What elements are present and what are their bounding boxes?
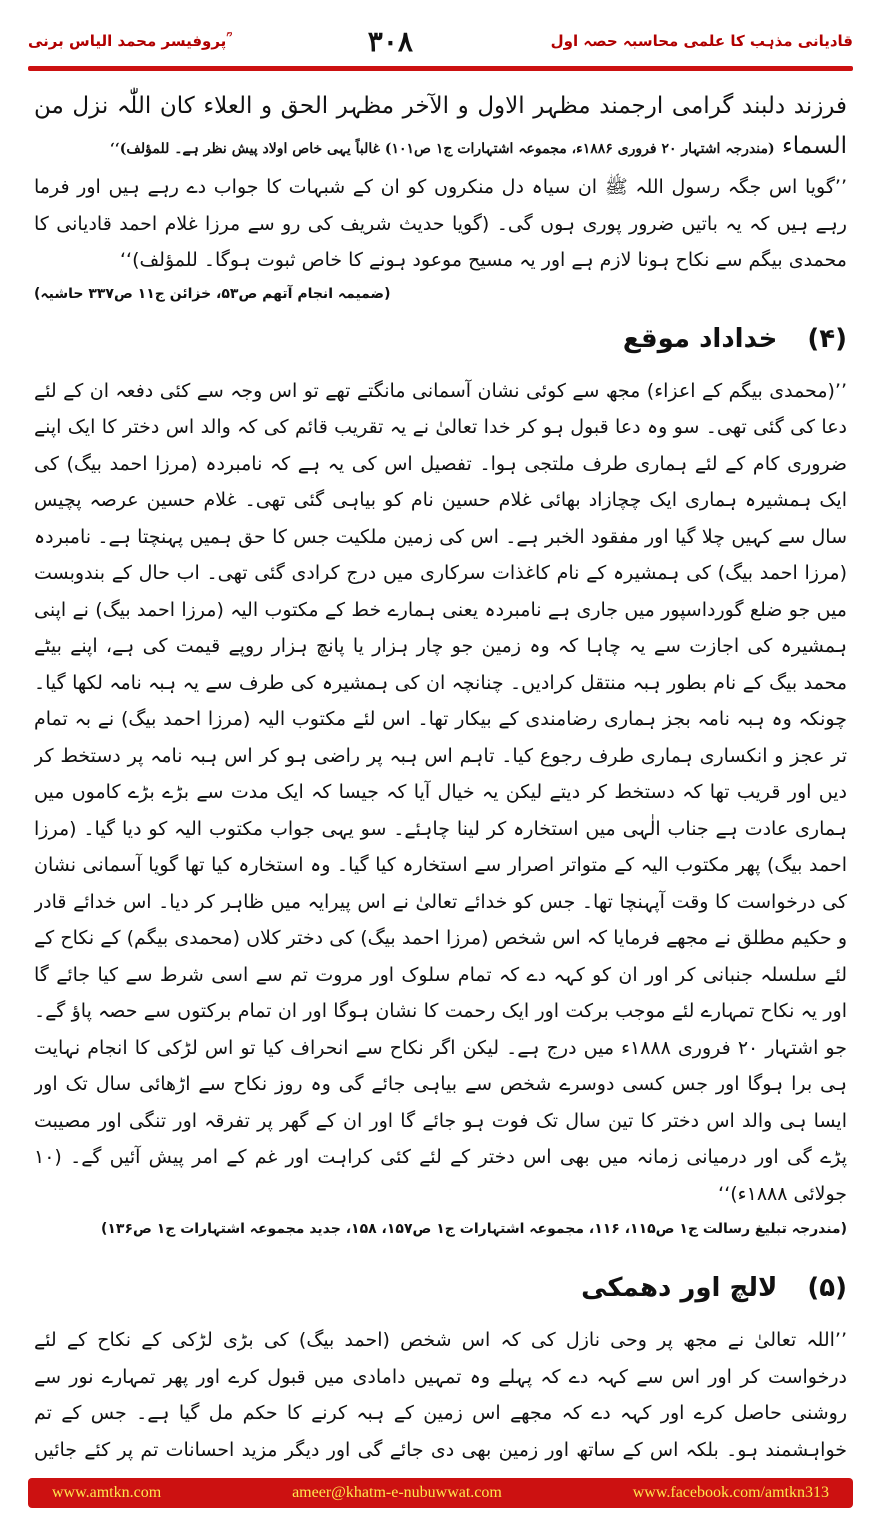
page-number: ۳۰۸	[367, 24, 413, 58]
arabic-quote-text: فرزند دلبند گرامی ارجمند مظہر الاول و الآخر مظہر الحق و العلاء کان اللّٰہ نزل من السماء	[34, 93, 847, 159]
paragraph-2: ’’(محمدی بیگم کے اعزاء) مجھ سے کوئی نشان آسمانی مانگتے تھے تو اس وجہ سے کئی دفعہ ان کے لئے دعا کی گئی تھی۔ سو وہ دعا قبول ہو کر خدا تعالیٰ نے یہ تقریب قائم کی کہ والد اس دختر کا ایک اپنے ضروری کام کے لئے ہماری طرف ملتجی ہوا۔ تفصیل اس کی یہ ہے کہ نامبردہ (مرزا احمد بیگ) کی ایک ہمشیرہ ہماری ایک چچازاد بھائی غلام حسین نام کو بیاہی گئی تھی۔ غلام حسین عرصہ پچیس سال سے کہیں چلا گیا اور مفقود الخبر ہے۔ اس کی زمین ملکیت جس کا حق ہمیں پہنچتا ہے۔ نامبردہ (مرزا احمد بیگ) کی ہمشیرہ کے نام کاغذات سرکاری میں درج کرادی گئی تھی۔ اب حال کے بندوبست میں جو ضلع گورداسپور میں جاری ہے نامبردہ یعنی ہمارے خط کے مکتوب الیہ (مرزا احمد بیگ) نے اپنی ہمشیرہ کی اجازت سے یہ چاہا کہ وہ زمین جو چار ہزار یا پانچ ہزار روپے قیمت کی ہے، اپنے بیٹے محمد بیگ کے نام بطور ہبہ منتقل کرادیں۔ چنانچہ ان کی ہمشیرہ کی طرف سے یہ ہبہ نامہ لکھا گیا۔ چونکہ وہ ہبہ نامہ بجز ہماری رضامندی کے بیکار تھا۔ اس لئے مکتوب الیہ (مرزا احمد بیگ) نے بہ تمام تر عجز و انکساری ہماری طرف رجوع کیا۔ تاہم اس ہبہ پر راضی ہو کر اس ہبہ نامہ پر دستخط کر دیں اور قریب تھا کہ دستخط کر دیتے لیکن یہ خیال آیا کہ جیسا کہ ایک مدت سے بڑے بڑے کاموں میں ہماری عادت ہے جناب الٰہی میں استخارہ کر لینا چاہئے۔ سو یہی جواب مکتوب الیہ کو دیا گیا۔ (مرزا احمد بیگ) پھر مکتوب الیہ کے متواتر اصرار سے استخارہ کیا گیا۔ وہ استخارہ کیا تھا گویا آسمانی نشان کی درخواست کا وقت آپہنچا تھا۔ جس کو خدائے تعالیٰ نے اس پیرایہ میں ظاہر کر دیا۔ اس خدائے قادر و حکیم مطلق نے مجھے فرمایا کہ اس شخص (مرزا احمد بیگ) کی دختر کلاں (محمدی بیگم) کے نکاح کے لئے سلسلہ جنبانی کر اور ان کو کہہ دے کہ تمام سلوک اور مروت تم سے اسی شرط سے کیا جائے گا اور یہ نکاح تمہارے لئے موجب برکت اور ایک رحمت کا نشان ہوگا اور ان تمام برکتوں سے حصہ پاؤ گے۔ جو اشتہار ۲۰ فروری ۱۸۸۸ء میں درج ہے۔ لیکن اگر نکاح سے انحراف کیا تو اس لڑکی کا انجام نہایت ہی برا ہوگا اور جس کسی دوسرے شخص سے بیاہی جائے گی وہ روز نکاح سے اڑھائی سال تک اور ایسا ہی والد اس دختر کا تین سال تک فوت ہو جائے گا اور ان کے گھر پر تفرقہ اور تنگی اور مصیبت پڑے گی اور درمیانی زمانہ میں بھی اس دختر کے لئے کئی کراہت اور غم کے امر پیش آئیں گے۔ (۱۰ جولائی ۱۸۸۸ء)‘‘	[34, 379, 847, 1205]
section-5-heading	[34, 1266, 847, 1310]
section-5-number: (۵)	[807, 1273, 847, 1303]
footer-facebook-link[interactable]: www.facebook.com/amtkn313	[632, 1484, 829, 1501]
arabic-quote-reference: (مندرجہ اشتہار ۲۰ فروری ۱۸۸۶ء، مجموعہ اشتہارات ج۱ ص۱۰۱) غالباً یہی خاص اولاد پیش نظر ہے۔ للمؤلف)‘‘	[110, 141, 775, 157]
paragraph-1: ’’گویا اس جگہ رسول اللہ ﷺ ان سیاہ دل منکروں کو ان کے شبہات کا جواب دے رہے ہیں اور فرما رہے ہیں کہ یہ باتیں ضرور پوری ہوں گی۔ (گویا حدیث شریف کی رو سے مرزا غلام احمد قادیانی کا محمدی بیگم سے نکاح ہونا لازم ہے اور یہ مسیح موعود ہونے کا خاص ثبوت ہوگا۔ للمؤلف)‘‘	[34, 176, 847, 271]
arabic-quote	[34, 86, 847, 169]
paragraph-1-reference: (ضمیمہ انجام آتھم ص۵۳، خزائن ج۱۱ ص۳۳۷ حاشیہ)	[34, 285, 391, 302]
section-4-number: (۴)	[807, 323, 847, 354]
footer-bar	[28, 1478, 853, 1508]
footer-email-link[interactable]: ameer@khatm-e-nubuwwat.com	[292, 1484, 502, 1501]
footer-website-link[interactable]: www.amtkn.com	[52, 1484, 162, 1501]
header-divider	[28, 66, 853, 71]
page-body	[34, 82, 847, 1462]
paragraph-2-reference: (مندرجہ تبلیغ رسالت ج۱ ص۱۱۵، ۱۱۶، مجموعہ اشتہارات ج۱ ص۱۵۷، ۱۵۸، جدید مجموعہ اشتہارات ج۱ ص۱۳۶)	[100, 1221, 847, 1237]
section-4-title: خداداد موقع	[622, 323, 778, 354]
paragraph-3: ’’اللہ تعالیٰ نے مجھ پر وحی نازل کی کہ اس شخص (احمد بیگ) کی بڑی لڑکی کے نکاح کے لئے درخواست کر اور اس سے کہہ دے کہ پہلے وہ تمہیں دامادی میں قبول کرے اور پھر تمہارے نور سے روشنی حاصل کرے اور کہہ دے کہ مجھے اس زمین کے ہبہ کرنے کا حکم مل گیا ہے۔ جس کے تم خواہشمند ہو۔ بلکہ اس کے ساتھ اور زمین بھی دی جائے گی اور دیگر مزید احسانات تم پر کئے جائیں	[34, 1329, 847, 1461]
section-4-heading	[34, 317, 847, 361]
author-name: پروفیسر محمد الیاس برنی ؒ	[28, 32, 231, 50]
section-5-title: لالچ اور دھمکی	[581, 1273, 778, 1303]
book-title: قادیانی مذہب کا علمی محاسبہ حصہ اول	[550, 32, 853, 50]
page-header	[28, 22, 853, 60]
